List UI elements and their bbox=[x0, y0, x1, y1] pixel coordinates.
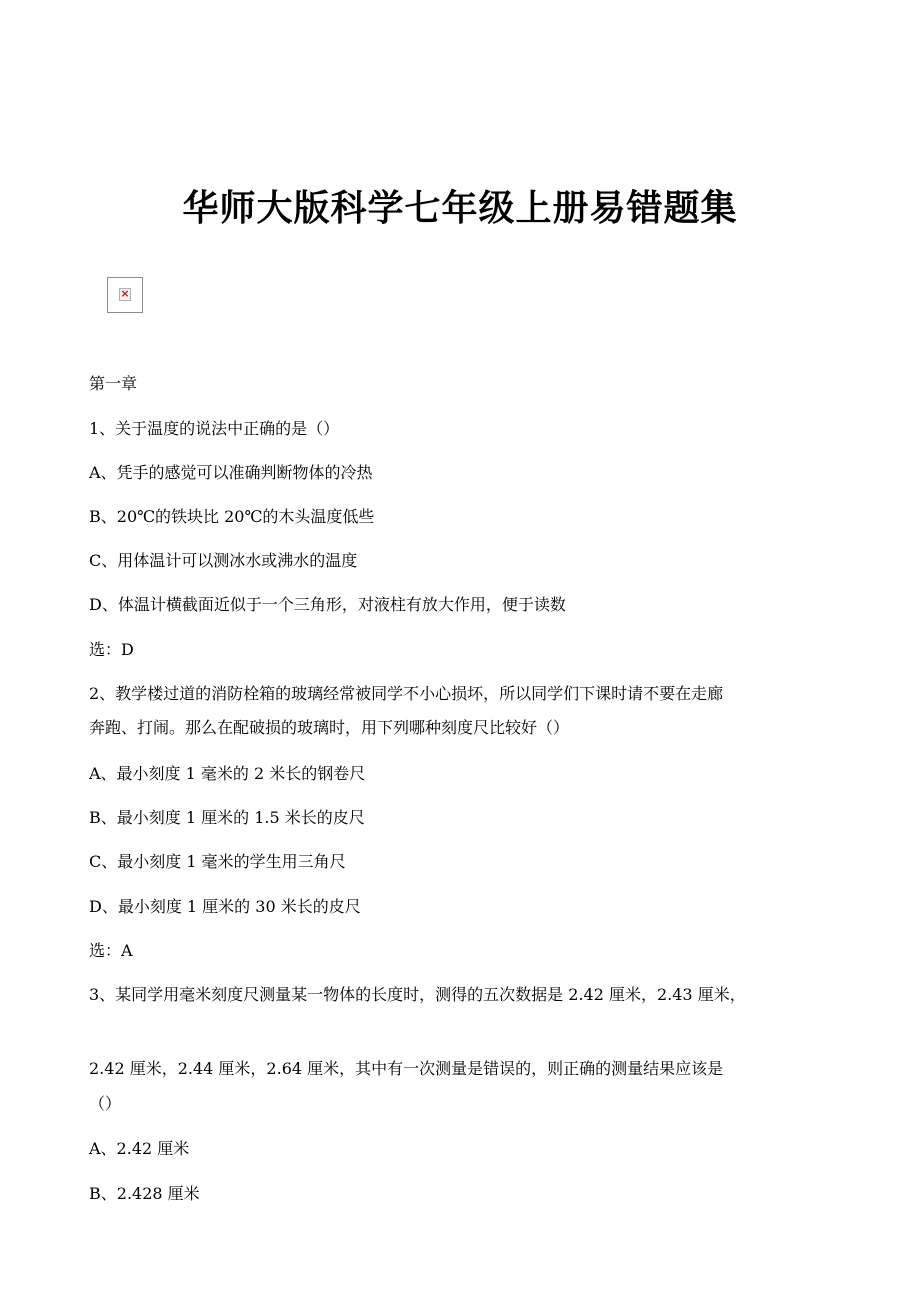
question-1-option-c: C、用体温计可以测冰水或沸水的温度 bbox=[89, 551, 358, 570]
red-x-icon: × bbox=[120, 287, 130, 300]
question-3-stem-line-3: （） bbox=[89, 1094, 122, 1113]
question-3-stem-line-1: 3、某同学用毫米刻度尺测量某一物体的长度时，测得的五次数据是 2.42 厘米，2.43 厘米， bbox=[89, 985, 746, 1004]
question-2-option-c: C、最小刻度 1 毫米的学生用三角尺 bbox=[89, 852, 346, 871]
question-1-option-a: A、凭手的感觉可以准确判断物体的冷热 bbox=[89, 463, 373, 482]
question-3-option-a: A、2.42 厘米 bbox=[89, 1139, 190, 1158]
chapter-heading: 第一章 bbox=[89, 374, 138, 393]
question-2-option-a: A、最小刻度 1 毫米的 2 米长的钢卷尺 bbox=[89, 764, 366, 783]
broken-image-icon bbox=[107, 277, 143, 313]
question-2-stem-line-2: 奔跑、打闹。那么在配破损的玻璃时，用下列哪种刻度尺比较好（） bbox=[89, 718, 570, 737]
question-2-option-d: D、最小刻度 1 厘米的 30 米长的皮尺 bbox=[89, 897, 361, 916]
question-1-option-b: B、20℃的铁块比 20℃的木头温度低些 bbox=[89, 507, 375, 526]
broken-image-frame bbox=[119, 288, 131, 301]
question-3-option-b: B、2.428 厘米 bbox=[89, 1184, 200, 1203]
question-2-option-b: B、最小刻度 1 厘米的 1.5 米长的皮尺 bbox=[89, 808, 365, 827]
document-title: 华师大版科学七年级上册易错题集 bbox=[182, 188, 738, 229]
question-2-stem-line-1: 2、教学楼过道的消防栓箱的玻璃经常被同学不小心损坏，所以同学们下课时请不要在走廊 bbox=[89, 684, 724, 703]
question-1-option-d: D、体温计横截面近似于一个三角形，对液柱有放大作用，便于读数 bbox=[89, 595, 566, 614]
question-1-answer: 选：D bbox=[89, 640, 134, 659]
question-2-answer: 选：A bbox=[89, 941, 133, 960]
question-1-stem: 1、关于温度的说法中正确的是（） bbox=[89, 419, 340, 438]
question-3-stem-line-2: 2.42 厘米，2.44 厘米，2.64 厘米，其中有一次测量是错误的，则正确的测量结果应该是 bbox=[89, 1059, 724, 1078]
